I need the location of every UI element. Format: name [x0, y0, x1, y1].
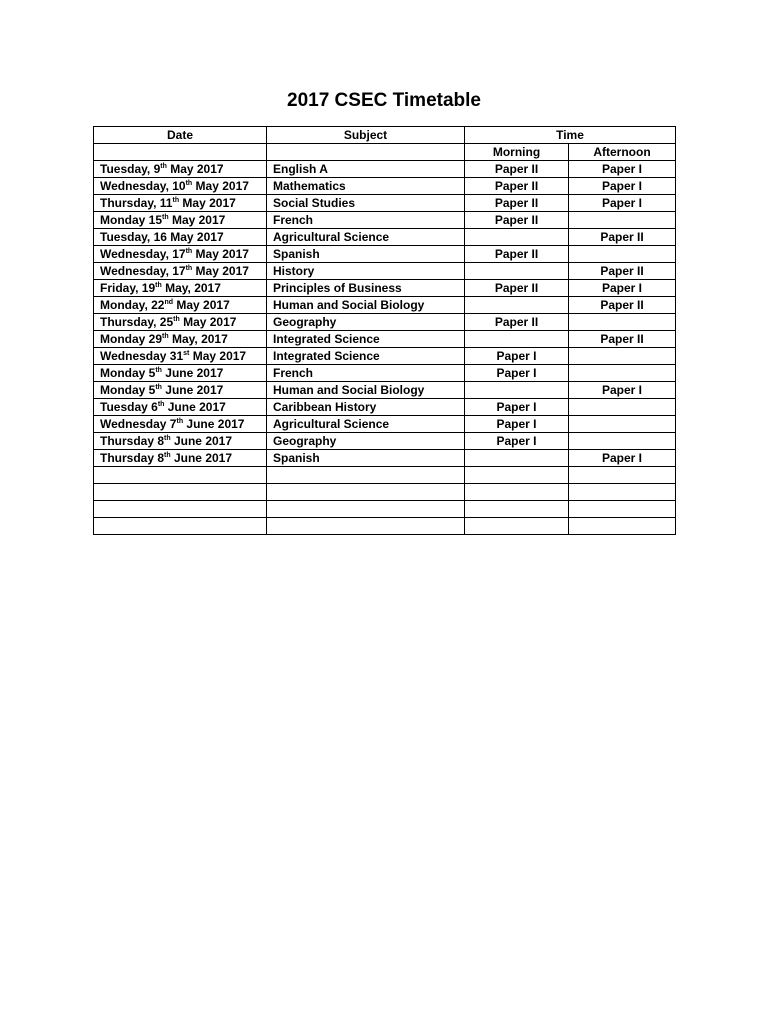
- morning-paper: Paper II: [465, 280, 569, 297]
- page-title: 2017 CSEC Timetable: [287, 90, 481, 111]
- exam-subject: Principles of Business: [267, 280, 465, 297]
- exam-subject: Geography: [267, 433, 465, 450]
- exam-date-main: Wednesday, 17: [100, 246, 186, 261]
- morning-paper: [465, 382, 569, 399]
- exam-subject: French: [267, 365, 465, 382]
- exam-subject: [267, 518, 465, 535]
- exam-date-rest: June 2017: [183, 416, 245, 431]
- table-row: [94, 416, 676, 433]
- exam-date: [94, 365, 267, 382]
- exam-date-main: Monday, 22: [100, 297, 165, 312]
- afternoon-paper: [569, 467, 676, 484]
- exam-date-main: Wednesday, 10: [100, 178, 186, 193]
- exam-date-ordinal: th: [176, 417, 184, 425]
- exam-date: [94, 195, 267, 212]
- exam-date-main: Tuesday, 9: [100, 161, 161, 176]
- table-row: [94, 229, 676, 246]
- exam-subject: Integrated Science: [267, 331, 465, 348]
- exam-date: [94, 518, 267, 535]
- exam-date: [94, 467, 267, 484]
- afternoon-paper: [569, 399, 676, 416]
- morning-paper: Paper II: [465, 314, 569, 331]
- exam-date-rest: May 2017: [166, 161, 224, 176]
- exam-date-rest: May 2017: [179, 195, 236, 210]
- exam-date-main: Monday 15: [100, 212, 163, 227]
- exam-subject: [267, 467, 465, 484]
- exam-date-rest: June 2017: [164, 399, 226, 414]
- exam-date: [94, 433, 267, 450]
- exam-date-rest: May 2017: [173, 297, 230, 312]
- header-morning: Morning: [465, 144, 569, 161]
- table-header: [94, 127, 676, 161]
- exam-date-rest: June 2017: [161, 365, 224, 380]
- exam-date-ordinal: th: [157, 400, 165, 408]
- afternoon-paper: Paper I: [569, 382, 676, 399]
- exam-date-ordinal: th: [172, 196, 180, 204]
- morning-paper: [465, 229, 569, 246]
- table-row: [94, 161, 676, 178]
- exam-date: [94, 416, 267, 433]
- table-row: [94, 501, 676, 518]
- exam-date: [94, 484, 267, 501]
- morning-paper: [465, 297, 569, 314]
- exam-subject: Caribbean History: [267, 399, 465, 416]
- exam-date-rest: May, 2017: [161, 280, 221, 295]
- afternoon-paper: [569, 484, 676, 501]
- exam-date-ordinal: th: [164, 434, 171, 442]
- exam-date: [94, 246, 267, 263]
- subheader-row: [94, 144, 676, 161]
- afternoon-paper: [569, 246, 676, 263]
- table-row: [94, 263, 676, 280]
- morning-paper: Paper II: [465, 195, 569, 212]
- exam-subject: Spanish: [267, 246, 465, 263]
- table-row: [94, 399, 676, 416]
- exam-subject: Integrated Science: [267, 348, 465, 365]
- exam-date-ordinal: nd: [164, 298, 174, 306]
- table-row: [94, 246, 676, 263]
- morning-paper: Paper I: [465, 365, 569, 382]
- exam-date-main: Tuesday, 16 May 2017: [100, 229, 224, 244]
- morning-paper: Paper I: [465, 416, 569, 433]
- exam-date-rest: May 2017: [189, 348, 247, 363]
- morning-paper: [465, 450, 569, 467]
- exam-date-main: Tuesday 6: [100, 399, 158, 414]
- morning-paper: Paper II: [465, 178, 569, 195]
- exam-date-main: Monday 5: [100, 382, 156, 397]
- afternoon-paper: [569, 212, 676, 229]
- exam-date-rest: May 2017: [192, 178, 249, 193]
- morning-paper: Paper II: [465, 246, 569, 263]
- exam-date-main: Monday 29: [100, 331, 163, 346]
- header-afternoon: Afternoon: [569, 144, 676, 161]
- morning-paper: [465, 484, 569, 501]
- exam-subject: English A: [267, 161, 465, 178]
- exam-date: [94, 263, 267, 280]
- exam-subject: Social Studies: [267, 195, 465, 212]
- afternoon-paper: Paper I: [569, 195, 676, 212]
- exam-date: [94, 450, 267, 467]
- exam-subject: Human and Social Biology: [267, 297, 465, 314]
- table-row: [94, 314, 676, 331]
- exam-date: [94, 348, 267, 365]
- table-body: [94, 161, 676, 535]
- table-row: [94, 195, 676, 212]
- exam-date-ordinal: th: [164, 451, 171, 459]
- afternoon-paper: Paper II: [569, 229, 676, 246]
- table-row: [94, 433, 676, 450]
- exam-date-ordinal: th: [155, 366, 162, 374]
- afternoon-paper: Paper II: [569, 331, 676, 348]
- morning-paper: [465, 501, 569, 518]
- exam-date: [94, 229, 267, 246]
- afternoon-paper: Paper I: [569, 450, 676, 467]
- table-row: [94, 348, 676, 365]
- table-row: [94, 280, 676, 297]
- exam-date-main: Monday 5: [100, 365, 156, 380]
- exam-date: [94, 331, 267, 348]
- table-row: [94, 450, 676, 467]
- table-row: [94, 178, 676, 195]
- exam-date-rest: June 2017: [170, 433, 233, 448]
- exam-date-rest: May 2017: [192, 246, 249, 261]
- exam-subject: French: [267, 212, 465, 229]
- header-date: Date: [94, 127, 267, 144]
- morning-paper: [465, 518, 569, 535]
- exam-subject: [267, 501, 465, 518]
- exam-date-main: Thursday 8: [100, 433, 165, 448]
- exam-date: [94, 280, 267, 297]
- exam-date-rest: May, 2017: [168, 331, 228, 346]
- exam-subject: Agricultural Science: [267, 416, 465, 433]
- exam-date-main: Thursday 8: [100, 450, 165, 465]
- afternoon-paper: [569, 501, 676, 518]
- timetable: [93, 126, 676, 535]
- afternoon-paper: Paper I: [569, 161, 676, 178]
- header-time: Time: [465, 127, 676, 144]
- exam-date: [94, 501, 267, 518]
- exam-date-ordinal: th: [162, 332, 169, 340]
- exam-date-ordinal: th: [162, 213, 169, 221]
- exam-date-ordinal: th: [160, 162, 167, 170]
- exam-date: [94, 178, 267, 195]
- morning-paper: [465, 467, 569, 484]
- table-row: [94, 382, 676, 399]
- exam-date-main: Wednesday, 17: [100, 263, 186, 278]
- morning-paper: Paper I: [465, 433, 569, 450]
- exam-date-ordinal: th: [185, 179, 193, 187]
- exam-subject: Agricultural Science: [267, 229, 465, 246]
- exam-subject: Spanish: [267, 450, 465, 467]
- exam-date: [94, 212, 267, 229]
- table-row: [94, 212, 676, 229]
- table-row: [94, 331, 676, 348]
- exam-subject: History: [267, 263, 465, 280]
- exam-date-main: Thursday, 25: [100, 314, 174, 329]
- afternoon-paper: [569, 348, 676, 365]
- exam-date: [94, 382, 267, 399]
- morning-paper: Paper II: [465, 212, 569, 229]
- afternoon-paper: [569, 365, 676, 382]
- header-row: [94, 127, 676, 144]
- exam-date: [94, 297, 267, 314]
- exam-date: [94, 314, 267, 331]
- exam-date-ordinal: th: [185, 247, 193, 255]
- morning-paper: [465, 263, 569, 280]
- exam-date-main: Thursday, 11: [100, 195, 173, 210]
- table-row: [94, 518, 676, 535]
- table-row: [94, 467, 676, 484]
- exam-date: [94, 161, 267, 178]
- exam-date-ordinal: th: [185, 264, 193, 272]
- exam-date-rest: May 2017: [192, 263, 249, 278]
- exam-date-rest: June 2017: [161, 382, 224, 397]
- exam-date-ordinal: th: [173, 315, 180, 323]
- afternoon-paper: [569, 416, 676, 433]
- table-row: [94, 365, 676, 382]
- afternoon-paper: [569, 433, 676, 450]
- exam-subject: Human and Social Biology: [267, 382, 465, 399]
- morning-paper: [465, 331, 569, 348]
- exam-subject: Mathematics: [267, 178, 465, 195]
- exam-subject: Geography: [267, 314, 465, 331]
- subheader-date-empty: [94, 144, 267, 161]
- table-row: [94, 297, 676, 314]
- afternoon-paper: Paper I: [569, 280, 676, 297]
- morning-paper: Paper I: [465, 399, 569, 416]
- table-row: [94, 484, 676, 501]
- morning-paper: Paper I: [465, 348, 569, 365]
- exam-date-main: Friday, 19: [100, 280, 156, 295]
- subheader-subject-empty: [267, 144, 465, 161]
- afternoon-paper: Paper II: [569, 297, 676, 314]
- header-subject: Subject: [267, 127, 465, 144]
- afternoon-paper: Paper I: [569, 178, 676, 195]
- exam-date-main: Wednesday 31: [100, 348, 184, 363]
- afternoon-paper: [569, 314, 676, 331]
- exam-date-ordinal: th: [155, 281, 162, 289]
- exam-date-main: Wednesday 7: [100, 416, 177, 431]
- exam-date-rest: May 2017: [179, 314, 237, 329]
- exam-date-ordinal: th: [155, 383, 162, 391]
- exam-date-rest: June 2017: [170, 450, 233, 465]
- afternoon-paper: [569, 518, 676, 535]
- exam-date: [94, 399, 267, 416]
- exam-date-ordinal: st: [183, 349, 190, 357]
- morning-paper: Paper II: [465, 161, 569, 178]
- exam-subject: [267, 484, 465, 501]
- exam-date-rest: May 2017: [168, 212, 226, 227]
- afternoon-paper: Paper II: [569, 263, 676, 280]
